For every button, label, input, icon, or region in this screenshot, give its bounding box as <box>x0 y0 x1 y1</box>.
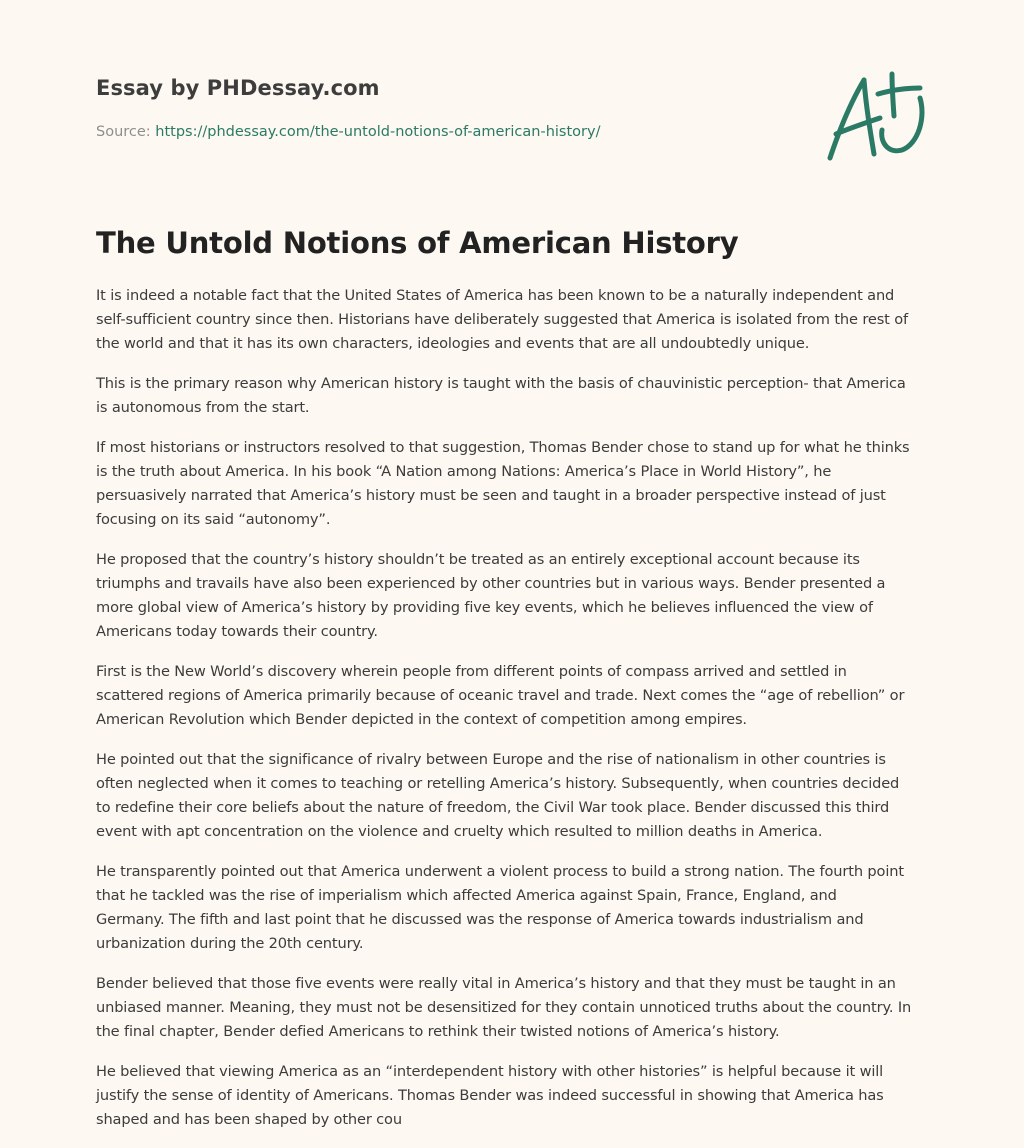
source-line <box>96 124 600 140</box>
essay-paragraph: He believed that viewing America as an “interdependent history with other histories” is helpful because it will justify the sense of identity of Americans. Thomas Bender was indeed successful in showing that America has shaped and has been shaped by other cou <box>96 1063 884 1128</box>
a-plus-logo-icon <box>822 68 932 168</box>
essay-paragraph: He pointed out that the significance of rivalry between Europe and the rise of nationalism in other countries is often neglected when it comes to teaching or retelling America’s history. Subsequently, when countries decided to redefine their core beliefs about the nature of freedom, the Civil War took place. Bender discussed this third event with apt concentration on the violence and cruelty which resulted to million deaths in America. <box>96 751 900 840</box>
source-label: Source: <box>96 124 156 140</box>
essay-title: The Untold Notions of American History <box>96 226 739 260</box>
essay-paragraph: He proposed that the country’s history shouldn’t be treated as an entirely exceptional account because its triumphs and travails have also been experienced by other countries but in various ways. Bender presented a more global view of America’s history by providing five key events, which he believes influenced the view of Americans today towards their country. <box>96 551 886 640</box>
site-brand: Essay by PHDessay.com <box>96 76 380 100</box>
essay-paragraph: This is the primary reason why American history is taught with the basis of chauvinistic perception- that America is autonomous from the start. <box>96 375 906 416</box>
source-link[interactable]: https://phdessay.com/the-untold-notions-of-american-history/ <box>155 124 601 140</box>
essay-paragraph: It is indeed a notable fact that the United States of America has been known to be a naturally independent and self-sufficient country since then. Historians have deliberately suggested that America is isolated from the rest of the world and that it has its own characters, ideologies and events that are all undoubtedly unique. <box>96 287 908 352</box>
essay-paragraph: He transparently pointed out that America underwent a violent process to build a strong nation. The fourth point that he tackled was the rise of imperialism which affected America against Spain, France, England, and Germany. The fifth and last point that he discussed was the response of America towards industrialism and urbanization during the 20th century. <box>96 863 904 952</box>
essay-paragraph: First is the New World’s discovery wherein people from different points of compass arrived and settled in scattered regions of America primarily because of oceanic travel and trade. Next comes the “age of rebellion” or American Revolution which Bender depicted in the context of competition among empires. <box>96 663 905 728</box>
essay-body <box>96 284 930 1148</box>
essay-paragraph: Bender believed that those five events were really vital in America’s history and that they must be taught in an unbiased manner. Meaning, they must not be desensitized for they contain unnoticed truths about the country. In the final chapter, Bender defied Americans to rethink their twisted notions of America’s history. <box>96 975 912 1040</box>
essay-paragraph: If most historians or instructors resolved to that suggestion, Thomas Bender chose to stand up for what he thinks is the truth about America. In his book “A Nation among Nations: America’s Place in World History”, he persuasively narrated that America’s history must be seen and taught in a broader perspective instead of just focusing on its said “autonomy”. <box>96 439 910 528</box>
